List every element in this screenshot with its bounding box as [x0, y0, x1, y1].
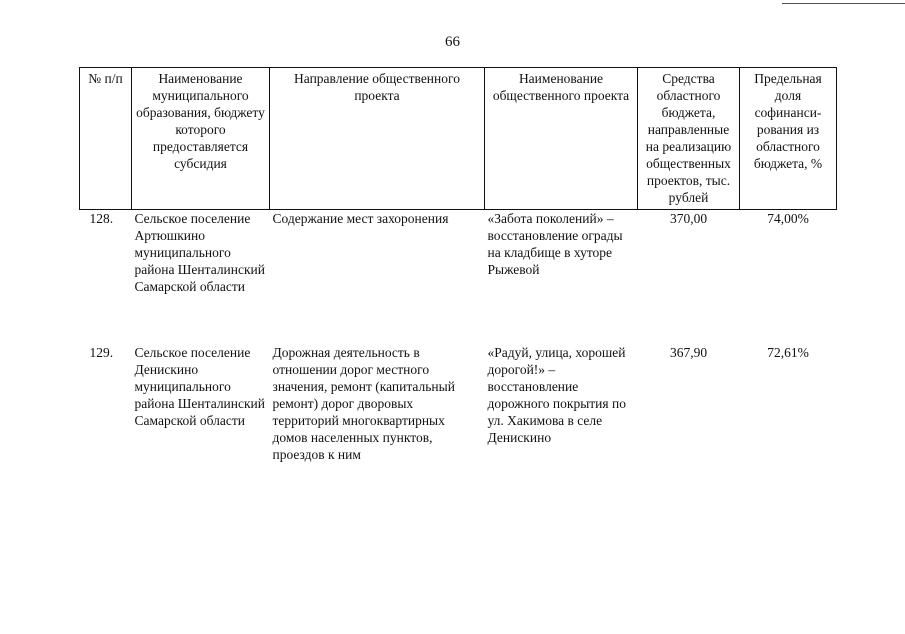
table-row — [80, 344, 837, 463]
header-number: № п/п — [80, 68, 132, 210]
row-funds: 367,90 — [669, 345, 708, 360]
row-municipality: Сельское поселение Денискино муниципального района Шенталинский Самарской области — [134, 345, 266, 428]
row-direction: Дорожная деятельность в отношении дорог местного значения, ремонт (капитальный ремонт) дорог дворовых территорий многоквартирных домов населенных пунктов, проездов к ним — [272, 345, 455, 462]
table-header-row — [80, 68, 837, 210]
subsidy-table — [79, 67, 837, 463]
row-project-name: «Забота поколений» – восстановление ограды на кладбище в хуторе Рыжевой — [487, 211, 623, 277]
table-row — [80, 210, 837, 345]
header-direction: Направление общественного проекта — [270, 68, 485, 210]
row-number: 128. — [89, 211, 114, 226]
header-funds: Средства областного бюджета, направленные на реализацию общественных проектов, тыс. рублей — [638, 68, 740, 210]
row-share: 74,00% — [767, 211, 809, 226]
row-municipality: Сельское поселение Артюшкино муниципального района Шенталинский Самарской области — [134, 211, 266, 294]
corner-rule — [782, 3, 905, 4]
header-municipality: Наименование муниципального образования, бюджету которого предоставляется субсидия — [132, 68, 270, 210]
row-project-name: «Радуй, улица, хорошей дорогой!» – восстановление дорожного покрытия по ул. Хакимова в селе Денискино — [487, 345, 626, 445]
page-number: 66 — [445, 34, 460, 50]
header-project-name: Наименование общественного проекта — [485, 68, 638, 210]
header-share: Предельная доля софинанси-рования из областного бюджета, % — [740, 68, 837, 210]
row-direction: Содержание мест захоронения — [272, 211, 449, 226]
row-funds: 370,00 — [669, 211, 708, 226]
row-share: 72,61% — [767, 345, 809, 360]
row-number: 129. — [89, 345, 114, 360]
